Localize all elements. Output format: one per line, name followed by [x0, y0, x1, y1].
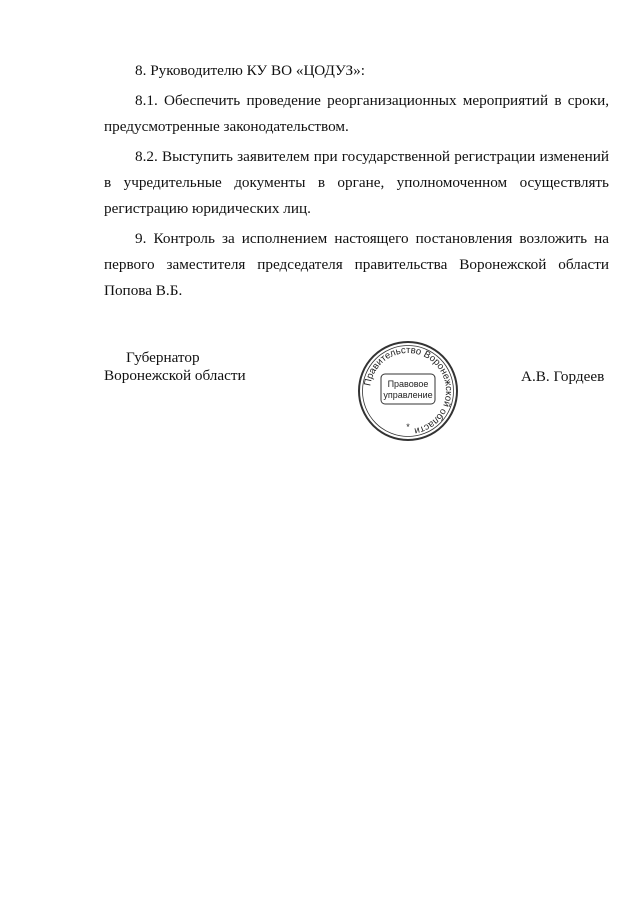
paragraph-8-1: 8.1. Обеспечить проведение реорганизационных мероприятий в сроки, предусмотренные законодательством. [104, 92, 609, 135]
signatory-title-line1: Губернатор [126, 349, 200, 366]
seal-ring-text: Правительство Воронежской области [362, 344, 455, 437]
paragraph-8-2: 8.2. Выступить заявителем при государственной регистрации изменений в учредительные документы в органе, уполномоченном осуществлять регистрацию юридических лиц. [104, 148, 609, 217]
official-seal-stamp [356, 339, 460, 443]
signatory-title [104, 349, 246, 385]
paragraph-9: 9. Контроль за исполнением настоящего постановления возложить на первого заместителя председателя правительства Воронежской области Попова В.Б. [104, 230, 609, 299]
signatory-name: А.В. Гордеев [521, 368, 605, 385]
seal-star-icon: * [406, 422, 410, 432]
seal-center-line2: управление [383, 390, 433, 400]
signatory-title-line2: Воронежской области [104, 367, 246, 384]
document-body [104, 58, 609, 308]
paragraph-8: 8. Руководителю КУ ВО «ЦОДУЗ»: [135, 62, 365, 79]
seal-center-line1: Правовое [387, 379, 429, 389]
